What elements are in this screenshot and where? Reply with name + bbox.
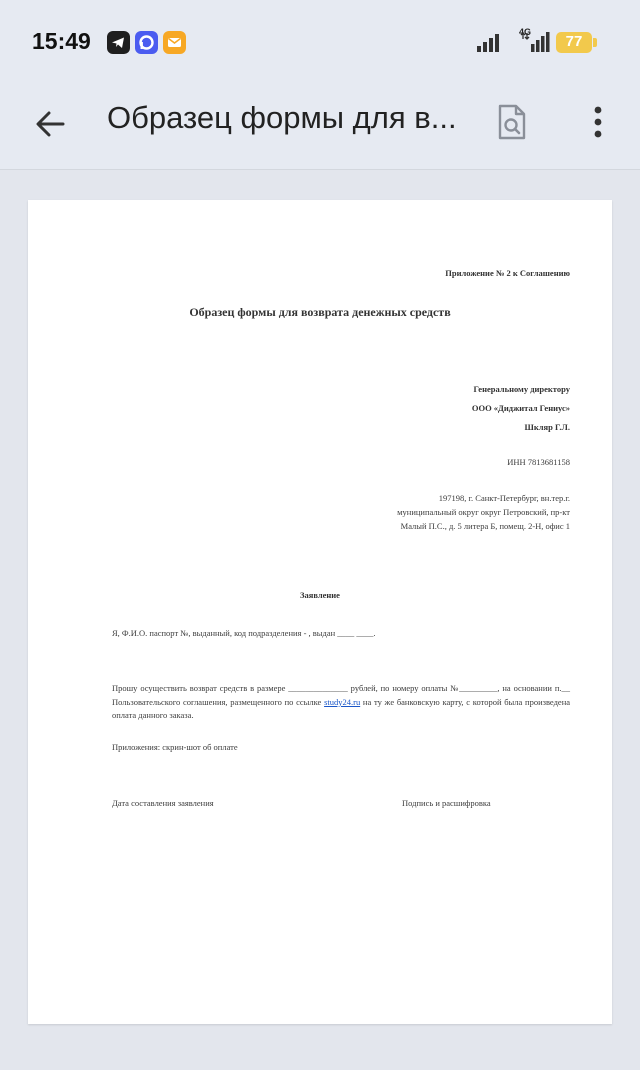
recipient-line: ООО «Диджитал Гениус» (471, 403, 570, 413)
applicant-line: Я, Ф.И.О. паспорт №, выданный, код подразделения - , выдан ____ ____. (112, 628, 376, 638)
status-time: 15:49 (32, 28, 91, 54)
signal-4g-icon (520, 32, 550, 52)
document-search-icon (497, 104, 527, 140)
form-title: Образец формы для возврата денежных средств (189, 305, 451, 319)
annex-header: Приложение № 2 к Соглашению (445, 268, 570, 278)
mail-app-icon (163, 31, 186, 54)
inn-line: ИНН 7813681158 (507, 457, 570, 467)
document-page[interactable] (28, 200, 612, 1024)
attachments-line: Приложения: скрин-шот об оплате (112, 742, 238, 752)
messenger-app-icon (135, 31, 158, 54)
refund-request-paragraph (112, 682, 570, 723)
address-line: Малый П.С., д. 5 литера Б, помещ. 2-Н, офис 1 (400, 521, 570, 531)
refund-request-text: Прошу осуществить возврат средств в размере ______________ рублей, по номеру оплаты №_________, на основании п.__ Пользовательского соглашения, размещенного по ссылке (112, 683, 570, 707)
battery-level: 77 (565, 33, 583, 50)
network-type-label: 4G (519, 27, 532, 37)
study24-link[interactable]: study24.ru (324, 696, 361, 707)
telegram-icon (107, 31, 130, 54)
more-vert-icon (593, 106, 603, 138)
address-line: муниципальный округ округ Петровский, пр-кт (397, 507, 570, 517)
battery-tip (593, 38, 597, 47)
more-options-button[interactable] (576, 100, 620, 144)
document-title: Образец формы для в... (107, 100, 457, 135)
refund-request-text-end: на ту же банковскую карту, с которой была произведена оплата данного заказа. (112, 696, 571, 720)
status-bar (0, 0, 640, 80)
document-viewer[interactable] (0, 171, 640, 1070)
recipient-line: Генеральному директору (473, 384, 570, 394)
back-arrow-icon (35, 111, 65, 137)
date-label: Дата составления заявления (112, 798, 214, 808)
document-search-button[interactable] (490, 100, 534, 144)
app-bar (0, 80, 640, 170)
address-line: 197198, г. Санкт-Петербург, вн.тер.г. (438, 493, 570, 503)
recipient-line: Шкляр Г.Л. (524, 422, 570, 432)
signal-icon (476, 32, 502, 52)
signature-label: Подпись и расшифровка (402, 798, 491, 808)
battery-indicator (556, 32, 598, 53)
back-button[interactable] (28, 102, 72, 146)
statement-title: Заявление (300, 590, 340, 600)
